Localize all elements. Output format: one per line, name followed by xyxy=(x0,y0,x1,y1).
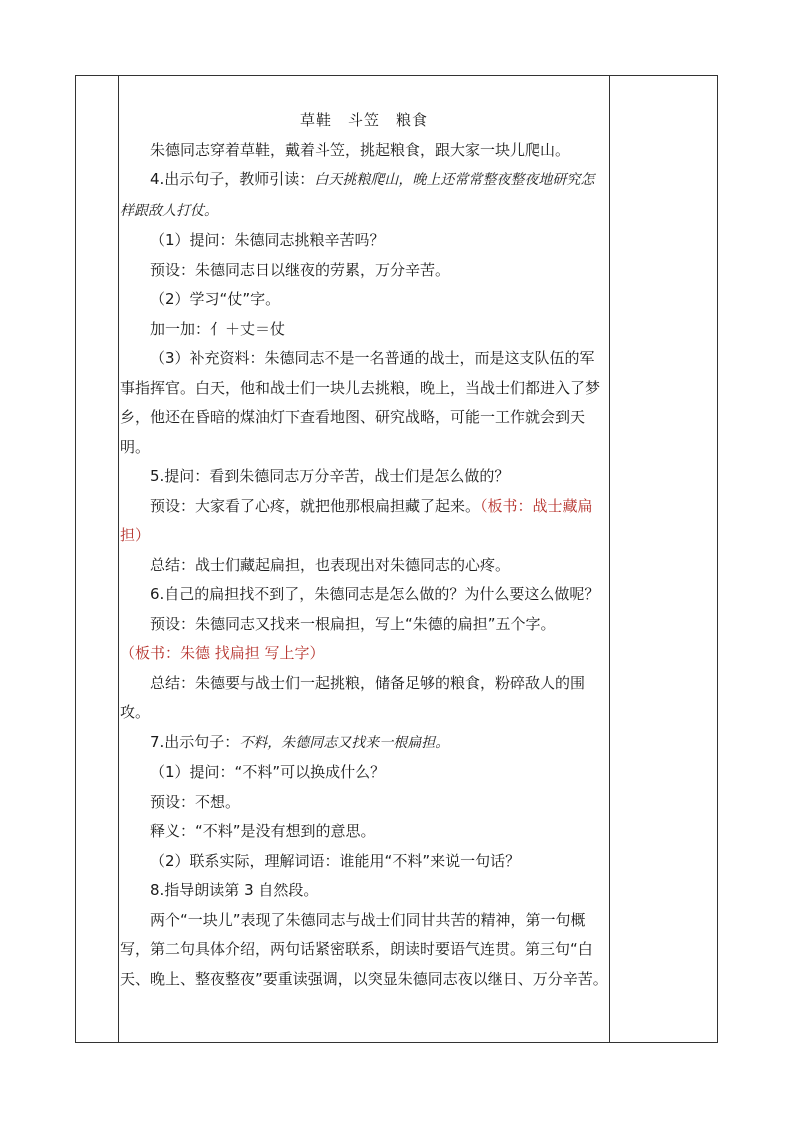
step-lead: 7.出示句子： xyxy=(150,732,240,751)
paragraph: 预设：朱德同志又找来一根扁担，写上“朱德的扁担”五个字。 xyxy=(150,614,556,633)
step-lead: 4.出示句子，教师引读： xyxy=(150,170,315,188)
paragraph: （2）学习“仗”字。 xyxy=(150,290,281,308)
paragraph: 预设：朱德同志日以继夜的劳累，万分辛苦。 xyxy=(150,260,451,279)
paragraph: 总结：战士们藏起扁担，也表现出对朱德同志的心疼。 xyxy=(150,555,511,574)
paragraph xyxy=(120,492,608,551)
paragraph: 6.自己的扁担找不到了，朱德同志是怎么做的？为什么要这么做呢？ xyxy=(150,585,600,603)
section-title: 草鞋 斗笠 粮食 xyxy=(299,111,428,129)
column-divider-left xyxy=(118,76,119,1042)
paragraph: 两个“一块儿”表现了朱德同志与战士们同甘共苦的精神，第一句概写，第二句具体介绍，两句话紧密联系，朗读时要语气连贯。第三句“白天、晚上、整夜整夜”要重读强调，以突显朱德同志夜以继日、万分辛苦。 xyxy=(120,910,608,988)
board-note: （板书：朱德 找扁担 写上字） xyxy=(120,644,325,662)
quoted-sentence: 白天挑粮爬山，晚上还常常整夜整夜地研究怎样跟敌人打仗。 xyxy=(120,172,595,219)
paragraph xyxy=(120,165,608,226)
paragraph: 8.指导朗读第 3 自然段。 xyxy=(150,881,319,899)
paragraph: 预设：不想。 xyxy=(150,792,241,811)
lesson-content-cell xyxy=(120,106,608,994)
preset-answer: 预设：大家看了心疼，就把他那根扁担藏了起来。 xyxy=(150,496,481,515)
paragraph: （1）提问：朱德同志挑粮辛苦吗？ xyxy=(150,231,385,249)
board-note: （板书：战士藏扁担） xyxy=(120,496,593,544)
paragraph: （1）提问：“不料”可以换成什么？ xyxy=(150,763,386,781)
paragraph: 释义：“不料”是没有想到的意思。 xyxy=(150,822,376,840)
paragraph: 5.提问：看到朱德同志万分辛苦，战士们是怎么做的？ xyxy=(150,467,510,485)
paragraph: （3）补充资料：朱德同志不是一名普通的战士，而是这支队伍的军事指挥官。白天，他和战士们一块儿去挑粮，晚上，当战士们都进入了梦乡，他还在昏暗的煤油灯下查看地图、研究战略，可能一工作就会到天明。 xyxy=(120,349,601,456)
column-divider-right xyxy=(609,76,610,1042)
paragraph xyxy=(120,728,608,759)
paragraph: 加一加：亻＋丈＝仗 xyxy=(150,319,286,338)
quoted-sentence: 不料，朱德同志又找来一根扁担。 xyxy=(239,734,450,751)
paragraph: 总结：朱德要与战士们一起挑粮，储备足够的粮食，粉碎敌人的围攻。 xyxy=(120,673,586,721)
lesson-table xyxy=(75,75,718,1043)
paragraph: 朱德同志穿着草鞋，戴着斗笠，挑起粮食，跟大家一块儿爬山。 xyxy=(150,140,571,159)
paragraph: （2）联系实际，理解词语：谁能用“不料”来说一句话？ xyxy=(150,851,521,870)
